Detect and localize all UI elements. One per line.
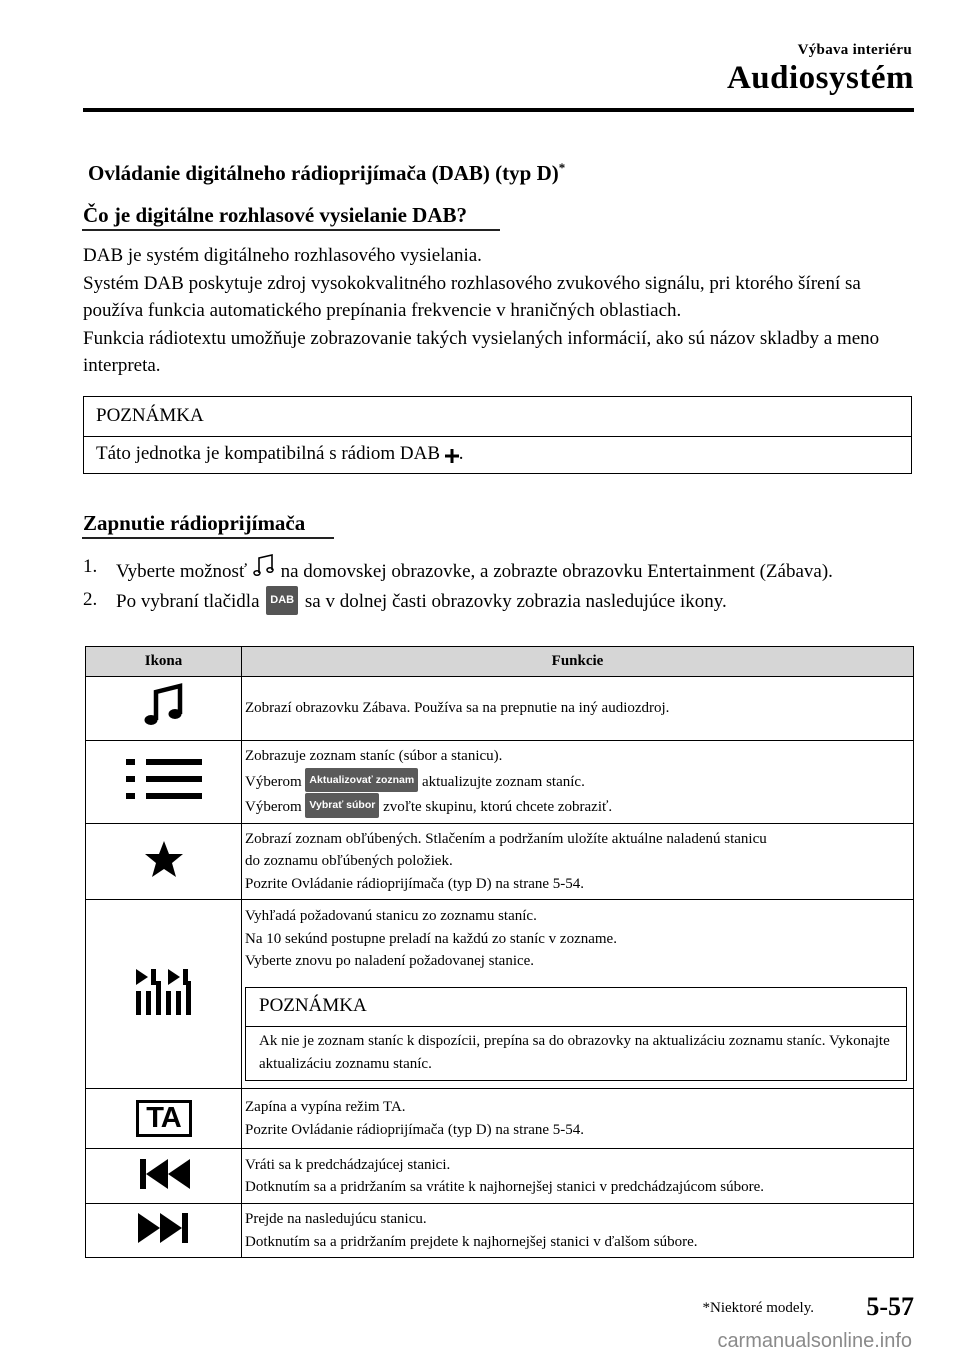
page-title: Audiosystém [726, 60, 914, 96]
select-file-button[interactable]: Vybrať súbor [305, 793, 379, 818]
step-text-before: Vyberte možnosť [116, 561, 248, 582]
skip-previous-icon[interactable] [138, 1157, 190, 1191]
star-icon[interactable] [144, 839, 184, 879]
column-header-icon: Ikona [86, 647, 242, 677]
function-text: aktualizujte zoznam staníc. [421, 773, 585, 790]
plus-icon [445, 449, 459, 463]
function-cell [242, 823, 914, 900]
function-line: Pozrite Ovládanie rádioprijímača (typ D) na strane 5-54. [245, 1121, 585, 1138]
table-row [86, 1089, 914, 1149]
function-line: do zoznamu obľúbených položiek. [245, 853, 453, 869]
scan-note-title: POZNÁMKA [246, 988, 906, 1027]
step-text [116, 586, 727, 616]
function-line: Vráti sa k predchádzajúcej stanici. [245, 1156, 451, 1173]
function-line [245, 768, 907, 794]
step-item [83, 553, 918, 586]
function-line: Zapína a vypína režim TA. [245, 1099, 406, 1115]
music-note-icon[interactable] [140, 682, 188, 730]
list-icon[interactable] [124, 755, 204, 803]
scan-note-box [245, 987, 907, 1081]
update-list-button[interactable]: Aktualizovať zoznam [305, 768, 418, 793]
icon-cell [86, 1204, 242, 1258]
function-cell [242, 1204, 914, 1258]
table-row [86, 741, 914, 824]
icon-cell [86, 900, 242, 1089]
function-line [245, 793, 907, 819]
music-note-icon [252, 553, 276, 579]
function-text: zvoľte skupinu, ktorú chcete zobraziť. [383, 799, 613, 815]
function-cell [242, 900, 914, 1089]
table-row [86, 823, 914, 900]
note-box [83, 396, 912, 474]
step-number: 2. [83, 588, 98, 610]
function-line: Vyberte znovu po naladení požadovanej stanice. [245, 953, 535, 970]
function-line: Zobrazuje zoznam staníc (súbor a stanicu). [245, 748, 503, 764]
section-title-text: Ovládanie digitálneho rádioprijímača (DAB) (typ D) [88, 161, 559, 185]
footnote: *Niektoré modely. [702, 1300, 814, 1316]
function-line: Pozrite Ovládanie rádioprijímača (typ D) na strane 5-54. [245, 875, 585, 892]
note-suffix: . [458, 443, 464, 464]
icon-cell [86, 1149, 242, 1204]
skip-next-icon[interactable] [138, 1211, 190, 1245]
icon-cell [86, 823, 242, 900]
note-text: Táto jednotka je kompatibilná s rádiom DAB [96, 443, 441, 464]
intro-paragraph: Systém DAB poskytuje zdroj vysokokvalitného rozhlasového zvukového signálu, pri ktorého šírení sa používa funkcia automatického prepínania frekvencie v hraničných oblastiach. [83, 272, 861, 321]
function-line: Vyhľadá požadovanú stanicu zo zoznamu staníc. [245, 908, 537, 925]
column-header-function: Funkcie [242, 647, 914, 677]
dab-button[interactable]: DAB [266, 586, 298, 616]
scan-icon[interactable] [134, 967, 194, 1017]
function-cell [242, 677, 914, 741]
function-line: Zobrazí obrazovku Zábava. Používa sa na prepnutie na iný audiozdroj. [245, 700, 670, 717]
header-divider [83, 108, 914, 112]
step-text-after: sa v dolnej časti obrazovky zobrazia nasledujúce ikony. [304, 590, 727, 612]
dab-question-heading: Čo je digitálne rozhlasové vysielanie DAB? [83, 203, 468, 227]
step-item [83, 586, 918, 616]
watermark: carmanualsonline.info [717, 1330, 912, 1352]
heading-underline [82, 229, 500, 231]
table-row [86, 900, 914, 1089]
note-title: POZNÁMKA [84, 397, 911, 437]
step-text-after: na domovskej obrazovke, a zobrazte obrazovku Entertainment (Zábava). [280, 561, 833, 582]
icon-cell [86, 677, 242, 741]
power-on-heading: Zapnutie rádioprijímača [83, 511, 306, 535]
icon-function-table [85, 646, 914, 1258]
function-cell [242, 1089, 914, 1149]
function-cell [242, 1149, 914, 1204]
function-line: Dotknutím sa a pridržaním prejdete k najhornejšej stanici v ďalšom súbore. [245, 1233, 698, 1250]
intro-text [83, 242, 918, 380]
section-title [88, 160, 565, 186]
intro-paragraph: DAB je systém digitálneho rozhlasového vysielania. [83, 245, 482, 266]
function-line: Zobrazí zoznam obľúbených. Stlačením a podržaním uložíte aktuálne naladenú stanicu [245, 830, 767, 847]
table-row [86, 677, 914, 741]
function-line: Na 10 sekúnd postupne preladí na každú zo staníc v zozname. [245, 930, 617, 947]
table-row [86, 1149, 914, 1204]
scan-note-text: Ak nie je zoznam staníc k dispozícii, prepína sa do obrazovky na aktualizáciu zoznamu staníc. Vykonajte aktualizáciu zoznamu staníc. [259, 1032, 890, 1072]
table-row [86, 1204, 914, 1258]
function-cell [242, 741, 914, 824]
function-text: Výberom [245, 773, 302, 790]
step-text-before: Po vybraní tlačidla [116, 590, 260, 612]
function-text: Výberom [245, 799, 302, 815]
chapter-label: Výbava interiéru [797, 42, 912, 58]
ta-icon[interactable]: TA [136, 1100, 192, 1137]
icon-cell [86, 1089, 242, 1149]
steps-list [83, 553, 918, 615]
step-number: 1. [83, 556, 98, 577]
note-body [84, 437, 911, 465]
intro-paragraph: Funkcia rádiotextu umožňuje zobrazovanie takých vysielaných informácií, ako sú názov skladby a meno interpreta. [83, 327, 880, 376]
step-text [116, 553, 833, 586]
function-line: Dotknutím sa a pridržaním sa vrátite k najhornejšej stanici v predchádzajúcom súbore. [245, 1179, 765, 1195]
table-header-row [86, 647, 914, 677]
function-line: Prejde na nasledujúcu stanicu. [245, 1211, 427, 1227]
icon-cell [86, 741, 242, 824]
section-asterisk: * [558, 160, 566, 175]
page-number: 5-57 [866, 1292, 914, 1321]
heading-underline [82, 537, 334, 539]
